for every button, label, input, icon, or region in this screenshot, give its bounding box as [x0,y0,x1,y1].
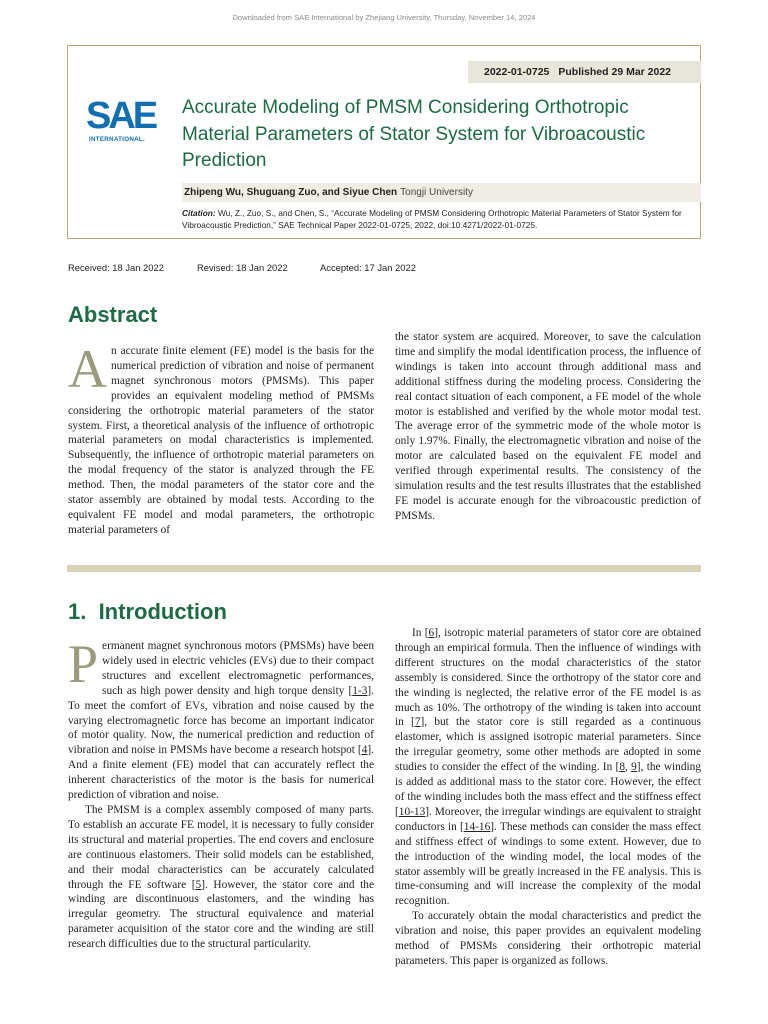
authors: Zhipeng Wu, Shuguang Zuo, and Siyue Chen [184,187,398,198]
section-divider [67,565,701,572]
ref-link-8[interactable]: 8 [619,761,625,774]
received-date: Received: 18 Jan 2022 [68,262,164,273]
ref-link-14-16[interactable]: 14-16 [463,820,491,833]
citation-text: Wu, Z., Zuo, S., and Chen, S., “Accurate Modeling of PMSM Considering Orthotropic Material Parameters of Stator System for Vibroacoustic Prediction,” SAE Technical Paper 2022-01-0725, 2022, doi:10.4271/2022-01-0725. [182,208,682,230]
abstract-right-text: the stator system are acquired. Moreover, to save the calculation time and simplify the modal identification process, the influence of windings is taken into account through additional mass and additional stiffness during the modeling process. Considering the real contact situation of each component, a FE model of the whole motor is established and verified by the whole motor modal test. The average error of the symmetric mode of the whole motor is only 1.97%. Finally, the electromagnetic vibration and noise of the motor are calculated based on the equivalent FE model and verified through experimental results. The consistency of the simulation results and the test results illustrates that the established FE model is accurate enough for the vibroacoustic prediction of PMSMs. [395,331,701,522]
intro-p3-text-f: ]. These methods can consider the mass effect and stiffness effect of windings to some extent. However, due to the introduction of the winding model, the local modes of the stator assembly will be greatly increased in the FE analysis. This is time-consuming and will increase the complexity of the modal recognition. [395,820,701,908]
publication-bar [468,61,701,83]
sae-logo-subtitle: INTERNATIONAL. [89,136,145,143]
abstract-left-column [68,339,374,538]
intro-p3-separator: , [625,761,632,774]
intro-p1-text-a: ermanent magnet synchronous motors (PMSMs) have been widely used in electric vehicles (EVs) due to their compact structures and excellent electromagnetic performances, such as high power density and high torque density [ [102,640,374,697]
introduction-left-column [68,634,375,952]
intro-paragraph-3 [395,626,701,909]
authors-line [182,183,701,202]
citation-label: Citation: [182,208,216,218]
intro-p1-text-b: ]. To meet the comfort of EVs, vibration and noise caused by the varying electromagnetic force has become an important indicator of motor quality. Now, the numerical prediction and reduction of vibration and noise in PMSMs have become a research hotspot [ [68,684,374,757]
intro-p2-text-b: ]. However, the stator core and the winding are discontinuous elastomers, and the winding has irregular geometry. The structural equivalence and material parameter acquisition of the stator core and the winding are still research difficulties due to the structural particularity. [68,878,375,951]
intro-paragraph-1 [68,634,374,803]
intro-paragraph-4: To accurately obtain the modal characteristics and predict the vibration and noise, this paper provides an equivalent modeling method of PMSMs considering their orthotropic material parameters. This paper is organized as follows. [395,910,701,967]
abstract-dropcap: A [68,339,107,399]
paper-number: 2022-01-0725 [484,66,550,78]
ref-link-9[interactable]: 9 [631,761,637,774]
intro-p3-text-c: ], but the stator core is still regarded as a continuous elastomer, which is assigned isotropic material parameters. Since the irregular geometry, some other methods are adopted in some studies to consider the effect of the winding. In [ [395,716,701,774]
paper-title: Accurate Modeling of PMSM Considering Orthotropic Material Parameters of Stator System for Vibroacoustic Prediction [182,97,646,171]
intro-p3-text-d: ], the winding is added as additional mass to the stator core. However, the effect of the winding includes both the mass effect and the stiffness effect [ [395,761,702,818]
ref-link-7[interactable]: 7 [414,716,421,729]
affiliation: Tongji University [400,187,473,198]
published-date: Published 29 Mar 2022 [558,66,672,78]
abstract-left-text: n accurate finite element (FE) model is the basis for the numerical prediction of vibration and noise of permanent magnet synchronous motors (PMSMs). This paper provides an equivalent modeling method of PMSMs considering the orthotropic material parameters of the stator system. First, a theoretical analysis of the influence of orthotropic material parameters on modal characteristics is implemented. Subsequently, the influence of orthotropic material parameters on the modal frequency of the stator is analyzed through the FE method. Then, the modal parameters of the stator core and the stator assembly are obtained by modal tests. According to the equivalent FE model and modal parameters, the orthotropic material parameters of [68,345,374,536]
intro-p3-text-b: ], isotropic material parameters of stator core are obtained through an empirical formula. Then the influence of windings with different structures on the modal characteristics of the stator assembly is considered. Since the orthotropy of the stator core and the winding is neglected, the relative error of the FE model is as much as 10%. The orthotropy of the winding is taken into account in [ [395,627,701,729]
revised-date: Revised: 18 Jan 2022 [197,262,288,273]
ref-link-4[interactable]: 4 [361,744,368,757]
ref-link-10-13[interactable]: 10-13 [398,805,426,818]
intro-dropcap: P [68,634,99,694]
introduction-right-column [395,626,701,969]
sae-logo-letters: SAE [86,95,156,137]
abstract-heading: Abstract [68,302,158,327]
paper-header [67,45,701,239]
sae-logo [86,95,156,144]
intro-p3-text-e: ]. Moreover, the irregular windings are equivalent to straight conductors in [ [395,805,701,833]
intro-paragraph-2 [68,803,374,952]
ref-link-1-3[interactable]: 1-3 [352,684,368,697]
citation [182,208,698,231]
intro-p2-text-a: The PMSM is a complex assembly composed of many parts. To establish an accurate FE model, it is necessary to fully consider its structural and material properties. The end covers and enclosure are continuous elastomers. Their solid models can be established, and their modal characteristics can be accurately calculated through the FE software [ [68,803,374,891]
accepted-date: Accepted: 17 Jan 2022 [320,262,416,273]
download-note: Downloaded from SAE International by Zhejiang University, Thursday, November 14, 2024 [232,13,536,22]
introduction-heading: 1. Introduction [68,599,227,624]
intro-p1-text-c: ]. And a finite element (FE) model that can accurately reflect the inherent characteristics of the motor is the basis for numerical prediction of vibration and noise. [68,744,374,802]
ref-link-5[interactable]: 5 [195,878,202,891]
intro-p3-text-a: In [ [412,627,429,639]
abstract-right-column [395,330,701,524]
ref-link-6[interactable]: 6 [428,627,435,639]
